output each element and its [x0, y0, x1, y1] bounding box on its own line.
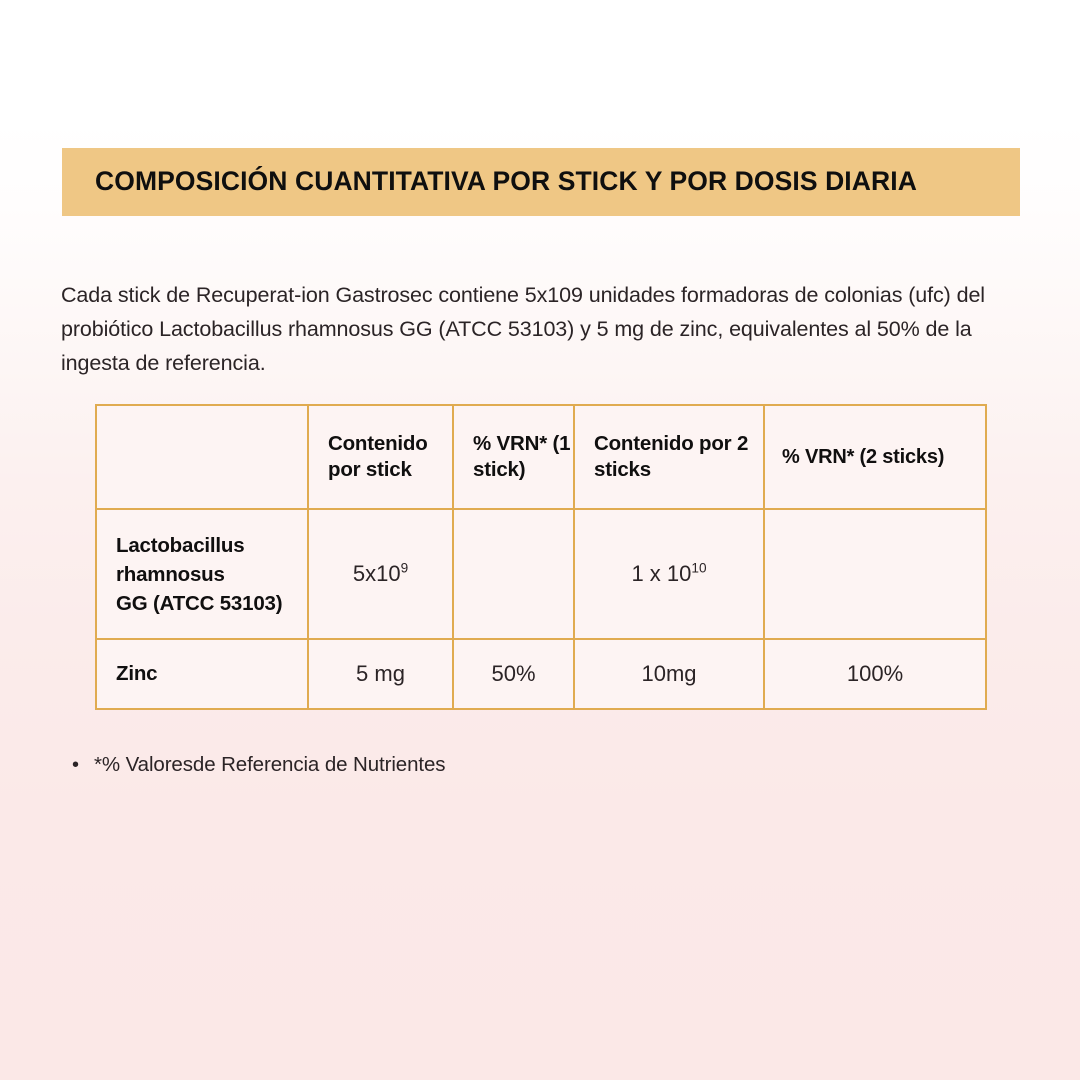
table-header-cell-content-per-stick: Contenido por stick — [308, 405, 453, 509]
row-label-line-3: GG (ATCC 53103) — [116, 591, 283, 615]
bullet-icon: • — [72, 754, 79, 776]
row-label-lactobacillus — [96, 509, 308, 639]
value-base: 1 x 10 — [631, 561, 692, 586]
cell-lactobacillus-content-2-sticks — [574, 509, 764, 639]
table-header-cell-vrn-2-sticks: % VRN* (2 sticks) — [764, 405, 986, 509]
table-header-cell-content-2-sticks: Contenido por 2 sticks — [574, 405, 764, 509]
composition-table-wrapper — [95, 404, 985, 710]
footnote — [72, 751, 445, 779]
cell-zinc-content-2-sticks: 10mg — [574, 639, 764, 709]
intro-paragraph: Cada stick de Recuperat-ion Gastrosec contiene 5x109 unidades formadoras de colonias (ufc) del probiótico Lactobacillus rhamnosus GG (ATCC 53103) y 5 mg de zinc, equivalentes al 50% de la ingesta de referencia. — [61, 282, 985, 375]
table-header-cell-blank — [96, 405, 308, 509]
row-label-zinc: Zinc — [96, 639, 308, 709]
value-exponent: 10 — [691, 560, 707, 576]
cell-zinc-vrn-1-stick: 50% — [453, 639, 574, 709]
table-header-row — [96, 405, 986, 509]
footnote-text: *% Valoresde Referencia de Nutrientes — [94, 753, 446, 776]
cell-zinc-content-per-stick: 5 mg — [308, 639, 453, 709]
row-label-line-1: Lactobacillus — [116, 533, 245, 557]
cell-lactobacillus-vrn-1-stick — [453, 509, 574, 639]
section-title-banner — [62, 148, 1020, 216]
value-exponent: 9 — [400, 560, 409, 576]
table-header-cell-vrn-1-stick: % VRN* (1 stick) — [453, 405, 574, 509]
cell-zinc-vrn-2-sticks: 100% — [764, 639, 986, 709]
composition-table — [95, 404, 987, 710]
cell-lactobacillus-content-per-stick — [308, 509, 453, 639]
cell-lactobacillus-vrn-2-sticks — [764, 509, 986, 639]
table-row — [96, 639, 986, 709]
page-title: COMPOSICIÓN CUANTITATIVA POR STICK Y POR DOSIS DIARIA — [95, 166, 917, 197]
value-base: 5x10 — [352, 561, 401, 586]
row-label-line-2: rhamnosus — [116, 562, 225, 586]
table-row — [96, 509, 986, 639]
